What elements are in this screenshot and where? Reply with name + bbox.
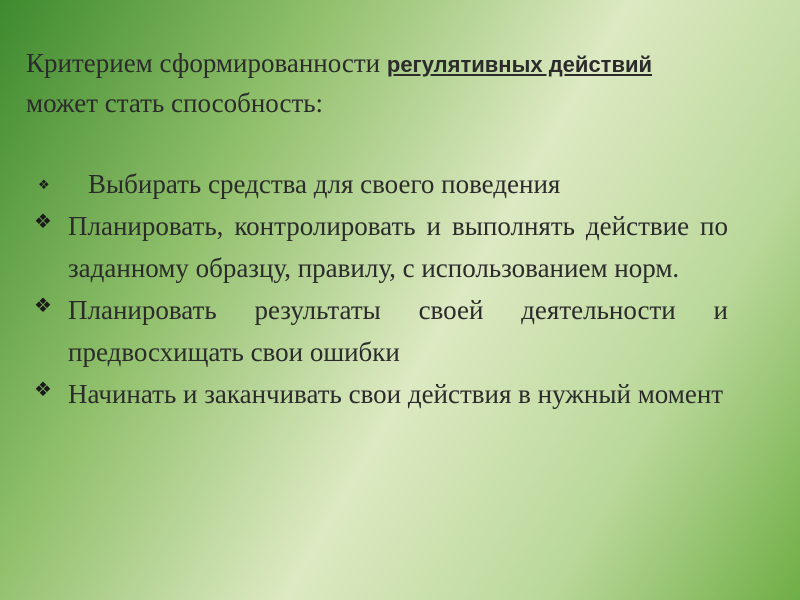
- list-item: [34, 163, 728, 205]
- title-highlight: регулятивных действий: [386, 52, 653, 77]
- diamond-cluster-icon: ❖: [38, 178, 50, 193]
- diamond-cluster-icon: ❖: [34, 293, 52, 317]
- diamond-cluster-icon: ❖: [34, 209, 52, 233]
- title-prefix: Критерием сформированности: [26, 48, 387, 78]
- title-line2: может стать способность:: [26, 88, 324, 118]
- list-item-text: Планировать, контролировать и выполнять действие по заданному образцу, правилу, с использованием норм.: [68, 211, 728, 283]
- diamond-cluster-icon: ❖: [34, 377, 52, 401]
- list-item: [34, 205, 728, 289]
- list-item-text: Начинать и заканчивать свои действия в нужный момент: [68, 379, 724, 409]
- list-item: [34, 289, 728, 373]
- list-item-text: Планировать результаты своей деятельности и предвосхищать свои ошибки: [68, 295, 728, 367]
- list-item: [34, 373, 728, 415]
- bullet-list: [34, 163, 728, 415]
- list-item-text: Выбирать средства для своего поведения: [88, 169, 561, 199]
- slide-title: [26, 44, 786, 123]
